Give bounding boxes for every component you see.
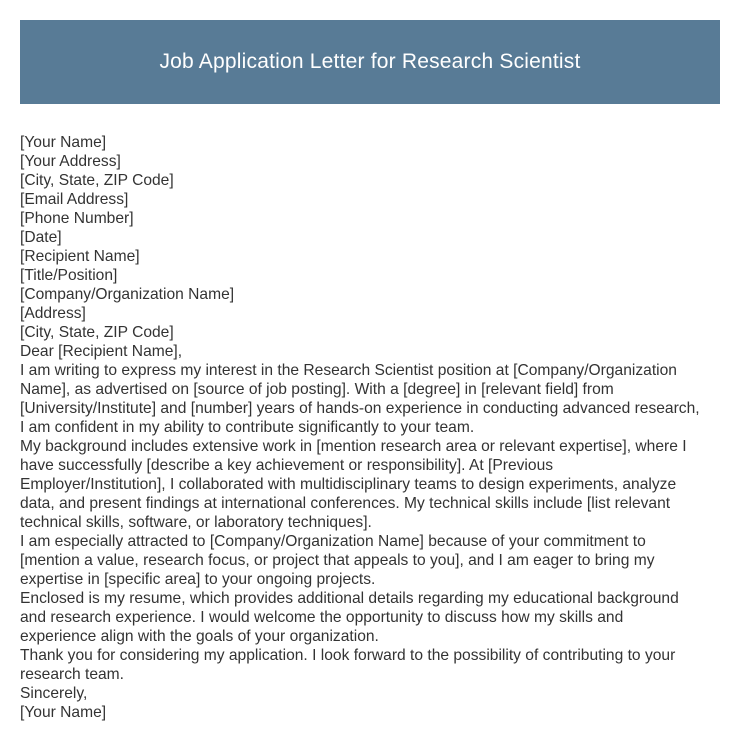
sender-address: [Your Address] [20,153,121,170]
paragraph-line: research team. [20,666,125,683]
paragraph-line: I am especially attracted to [Company/Organization Name] because of your commitment to [20,533,646,550]
paragraph-line: [University/Institute] and [number] years of hands-on experience in conducting advanced research, [20,400,700,417]
paragraph-line: have successfully [describe a key achievement or responsibility]. At [Previous [20,457,554,474]
paragraph-line: experience align with the goals of your organization. [20,628,379,645]
paragraph-background [20,437,720,532]
letter-body [20,133,720,722]
paragraph-line: My background includes extensive work in [mention research area or relevant expertise], where I [20,438,687,455]
paragraph-line: I am confident in my ability to contribute significantly to your team. [20,419,475,436]
sender-phone: [Phone Number] [20,210,134,227]
paragraph-thanks [20,646,720,684]
signature: [Your Name] [20,704,107,721]
salutation: Dear [Recipient Name], [20,343,183,360]
closing: Sincerely, [20,685,88,702]
sender-email: [Email Address] [20,191,129,208]
paragraph-line: Thank you for considering my application. I look forward to the possibility of contributing to your [20,647,676,664]
paragraph-line: Employer/Institution], I collaborated with multidisciplinary teams to design experiments, analyze [20,476,677,493]
recipient-title: [Title/Position] [20,267,118,284]
paragraph-enclosure [20,589,720,646]
sender-name: [Your Name] [20,134,107,151]
paragraph-interest [20,361,720,437]
letter-date: [Date] [20,229,62,246]
recipient-name: [Recipient Name] [20,248,140,265]
paragraph-line: technical skills, software, or laboratory techniques]. [20,514,372,531]
paragraph-line: Name], as advertised on [source of job posting]. With a [degree] in [relevant field] from [20,381,614,398]
page-title: Job Application Letter for Research Scientist [159,50,581,73]
paragraph-line: expertise in [specific area] to your ongoing projects. [20,571,376,588]
paragraph-line: data, and present findings at international conferences. My technical skills include [list relevant [20,495,671,512]
paragraph-line: and research experience. I would welcome the opportunity to discuss how my skills and [20,609,624,626]
page-header [20,20,720,104]
recipient-city-state-zip: [City, State, ZIP Code] [20,324,174,341]
recipient-address: [Address] [20,305,86,322]
paragraph-line: [mention a value, research focus, or project that appeals to you], and I am eager to bring my [20,552,655,569]
paragraph-line: Enclosed is my resume, which provides additional details regarding my educational background [20,590,679,607]
recipient-company: [Company/Organization Name] [20,286,235,303]
paragraph-attraction [20,532,720,589]
paragraph-line: I am writing to express my interest in the Research Scientist position at [Company/Organization [20,362,677,379]
sender-city-state-zip: [City, State, ZIP Code] [20,172,174,189]
